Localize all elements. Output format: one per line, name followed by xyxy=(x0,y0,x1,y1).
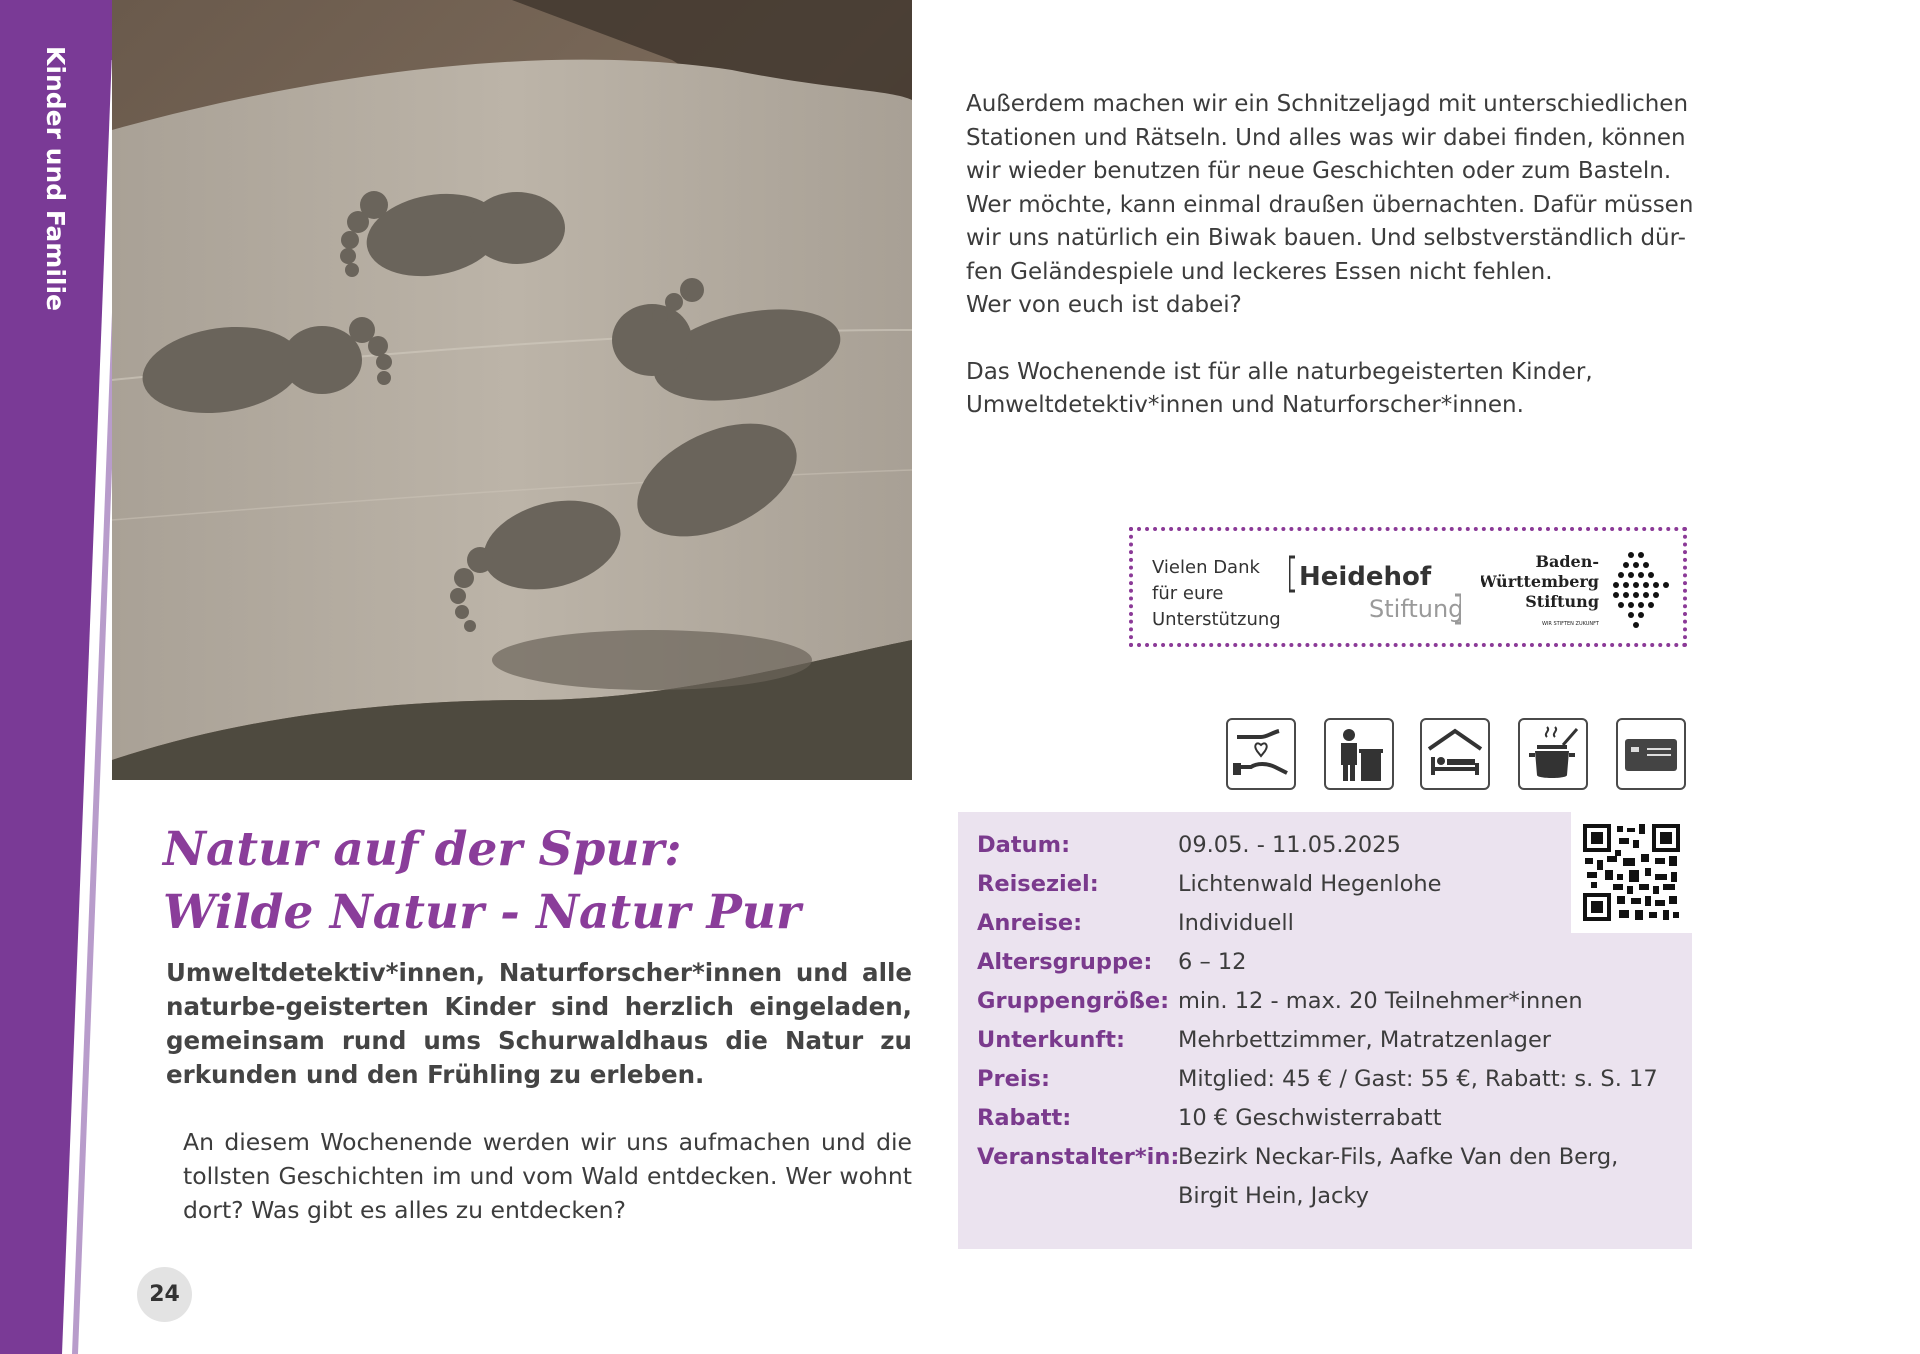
section-label: Kinder und Familie xyxy=(41,46,70,312)
payment-card-icon xyxy=(1616,718,1686,790)
footprints-photo xyxy=(112,0,912,780)
sponsor-box xyxy=(1129,527,1687,647)
intro-paragraph-1: Außerdem machen wir ein Schnitzeljagd mit unterschiedlichen Stationen und Rätseln. Und alles was wir dabei finden, können wir wieder benutzen für neue Geschichten oder zum Basteln. Wer möchte, kann einmal draußen übernachten. Dafür müssen wir uns natürlich ein Biwak bauen. Und selbstverständlich dür-fen Geländespiele und leckeres Essen nicht fehlen. xyxy=(966,91,1694,285)
svg-text:Stiftung: Stiftung xyxy=(1525,592,1599,611)
bed-shelter-icon xyxy=(1420,718,1490,790)
page-number: 24 xyxy=(137,1267,192,1322)
heidehof-stiftung-logo xyxy=(1289,555,1461,625)
cooking-pot-icon xyxy=(1518,718,1588,790)
svg-text:Heidehof: Heidehof xyxy=(1299,562,1432,592)
svg-text:Württemberg: Württemberg xyxy=(1481,572,1599,591)
svg-text:WIR STIFTEN ZUKUNFT: WIR STIFTEN ZUKUNFT xyxy=(1542,621,1599,627)
qr-code[interactable] xyxy=(1571,812,1692,933)
intro-paragraph-1-end: Wer von euch ist dabei? xyxy=(966,292,1242,318)
intro-paragraph-2: Das Wochenende ist für alle naturbegeisterten Kinder, Umweltdetektiv*innen und Naturforscher*innen. xyxy=(966,358,1593,418)
bw-stiftung-logo xyxy=(1481,543,1681,631)
sidebar-band xyxy=(0,0,130,1354)
title-line-2: Wilde Natur - Natur Pur xyxy=(163,885,801,940)
feature-icons xyxy=(1226,718,1692,794)
svg-text:Baden-: Baden- xyxy=(1535,552,1599,571)
title-line-1: Natur auf der Spur: xyxy=(163,822,682,877)
sponsor-thanks: Vielen Dank für eure Unterstützung xyxy=(1152,557,1281,630)
waste-separation-icon xyxy=(1324,718,1394,790)
intro-text xyxy=(966,88,1702,423)
svg-text:Stiftung: Stiftung xyxy=(1369,595,1461,623)
helping-hands-heart-icon xyxy=(1226,718,1296,790)
lead-paragraph: Umweltdetektiv*innen, Naturforscher*innen und alle naturbe-geisterten Kinder sind herzlich eingeladen, gemeinsam rund ums Schurwaldhaus die Natur zu erkunden und den Frühling zu erleben. xyxy=(166,958,912,1089)
body-paragraph: An diesem Wochenende werden wir uns aufmachen und die tollsten Geschichten im und vom Wald entdecken. Wer wohnt dort? Was gibt es alles zu entdecken? xyxy=(183,1128,912,1224)
page-title xyxy=(163,818,923,944)
